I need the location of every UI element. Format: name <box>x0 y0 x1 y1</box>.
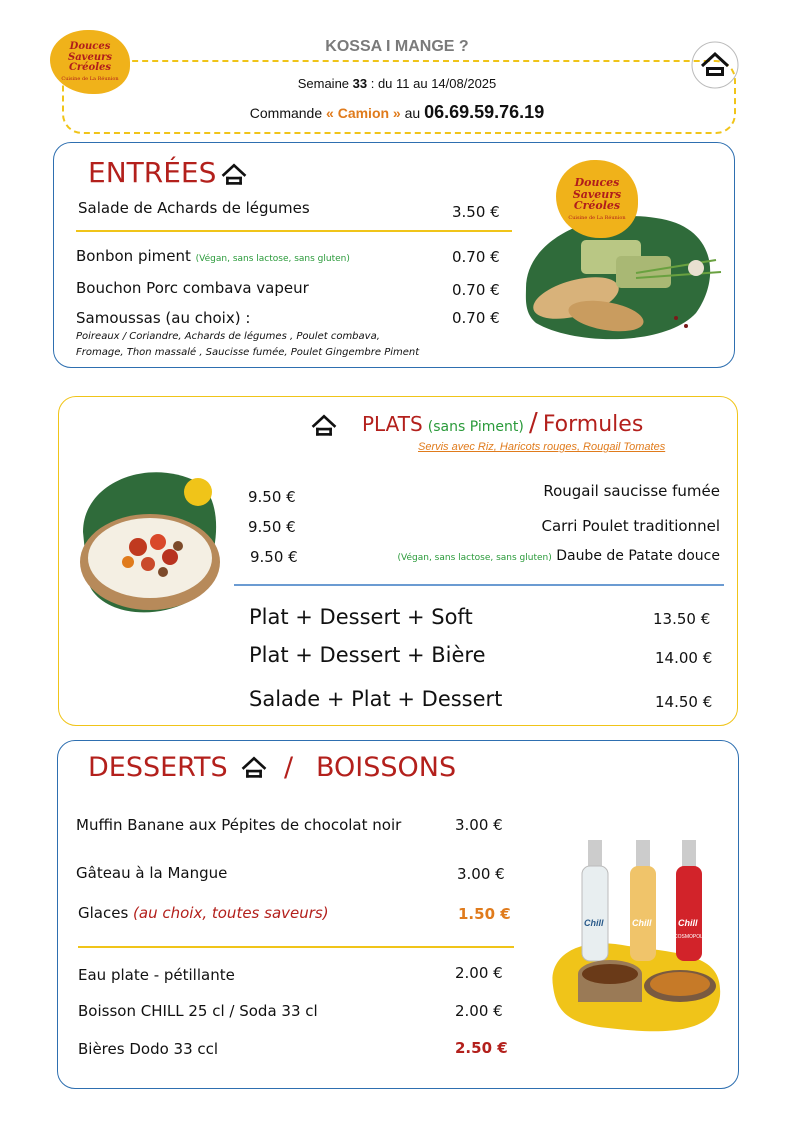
samoussa-options-line1: Poireaux / Coriandre, Achards de légumes , Poulet combava, <box>76 331 380 342</box>
plats-title-main: PLATS <box>362 412 423 436</box>
formule-price: 14.00 € <box>655 649 713 667</box>
bottle-label: Chill <box>678 918 698 928</box>
logo-sub2: de La Réunion <box>81 75 119 82</box>
entree-item-price: 0.70 € <box>452 281 500 299</box>
bottle-label: Chill <box>632 918 652 928</box>
order-line <box>0 102 794 123</box>
plats-subtitle: Servis avec Riz, Haricots rouges, Rougail Tomates <box>418 441 666 453</box>
plat-price: 9.50 € <box>248 518 296 536</box>
vegan-note: (Végan, sans lactose, sans gluten) <box>195 254 350 264</box>
home-cooking-stamp-icon <box>232 746 276 790</box>
week-line <box>0 76 794 91</box>
vegan-note: (Végan, sans lactose, sans gluten) <box>397 553 552 563</box>
drink-price: 2.50 € <box>455 1039 508 1057</box>
order-prefix: Commande <box>249 105 327 121</box>
entree-item-name: Samoussas (au choix) : <box>76 309 251 327</box>
home-cooking-stamp-icon <box>212 153 256 197</box>
drink-name: Eau plate - pétillante <box>78 966 235 984</box>
logo-sub2: de La Réunion <box>588 214 626 221</box>
entree-item-name: Salade de Achards de légumes <box>78 199 310 217</box>
entree-item-row <box>76 247 350 265</box>
drink-name: Bières Dodo 33 ccl <box>78 1040 219 1058</box>
logo-line2: Saveurs <box>572 187 622 201</box>
dessert-name: Glaces <box>78 904 134 922</box>
formule-name: Salade + Plat + Dessert <box>249 687 503 711</box>
dessert-price: 1.50 € <box>458 905 511 923</box>
logo-line3: Créoles <box>68 62 112 74</box>
dessert-name: Muffin Banane aux Pépites de chocolat noir <box>76 816 402 834</box>
entree-item-price: 3.50 € <box>452 203 500 221</box>
plats-divider <box>234 584 724 586</box>
order-name: « Camion » <box>326 105 401 121</box>
rice-dish-photo <box>78 462 228 622</box>
desserts-title-left: DESSERTS <box>88 752 228 783</box>
logo-line3: Créoles <box>573 199 621 213</box>
ice-cream-note: (au choix, toutes saveurs) <box>133 904 329 922</box>
logo-sub1: Cuisine <box>61 75 81 82</box>
dessert-price: 3.00 € <box>455 816 503 834</box>
logo-sub1: Cuisine <box>568 214 588 221</box>
desserts-title-slash: / <box>284 752 294 783</box>
plats-title <box>362 408 643 438</box>
boissons-title: BOISSONS <box>316 752 457 783</box>
page-title: KOSSA I MANGE ? <box>325 38 469 55</box>
plat-price: 9.50 € <box>250 548 298 566</box>
entree-item-name: Bonbon piment <box>76 247 191 265</box>
plats-title-slash: / <box>528 408 538 438</box>
formule-price: 14.50 € <box>655 693 713 711</box>
bottle-label: Chill <box>584 918 604 928</box>
plat-name: Carri Poulet traditionnel <box>541 517 720 535</box>
week-suffix: : du 11 au 14/08/2025 <box>367 76 497 91</box>
dessert-price: 3.00 € <box>457 865 505 883</box>
entree-item-price: 0.70 € <box>452 309 500 327</box>
drinks-and-dessert-photo <box>548 836 728 1036</box>
bottle-sub-label: COSMOPOLITAN <box>674 934 714 940</box>
week-number: 33 <box>352 76 368 91</box>
entrees-title: ENTRÉES <box>88 156 217 189</box>
dessert-name: Gâteau à la Mangue <box>76 864 228 882</box>
desserts-divider <box>78 946 514 948</box>
plat-name: Daube de Patate douce <box>556 548 720 564</box>
dessert-row <box>78 904 329 922</box>
drink-price: 2.00 € <box>455 1002 503 1020</box>
desserts-title <box>88 752 228 783</box>
phone-number: 06.69.59.76.19 <box>424 102 545 122</box>
samoussa-options-line2: Fromage, Thon massalé , Saucisse fumée, Poulet Gingembre Piment <box>76 347 420 358</box>
logo-line1: Douces <box>574 176 620 190</box>
formule-name: Plat + Dessert + Soft <box>249 605 473 629</box>
logo-line1: Douces <box>69 41 111 53</box>
week-prefix: Semaine <box>297 76 353 91</box>
formule-name: Plat + Dessert + Bière <box>249 643 486 667</box>
drink-price: 2.00 € <box>455 964 503 982</box>
plat-name: Rougail saucisse fumée <box>543 482 720 500</box>
entree-item-name: Bouchon Porc combava vapeur <box>76 279 309 297</box>
order-mid: au <box>400 105 425 121</box>
entrees-divider <box>76 230 512 232</box>
entree-item-price: 0.70 € <box>452 248 500 266</box>
home-cooking-stamp-icon <box>690 40 740 90</box>
plat-price: 9.50 € <box>248 488 296 506</box>
logo-line2: Saveurs <box>67 51 113 63</box>
plats-title-formules: Formules <box>542 412 644 437</box>
formule-price: 13.50 € <box>653 610 711 628</box>
plat-row <box>398 548 720 564</box>
home-cooking-stamp-icon <box>302 404 346 448</box>
drink-name: Boisson CHILL 25 cl / Soda 33 cl <box>78 1002 318 1020</box>
plats-title-paren: (sans Piment) <box>427 419 524 435</box>
